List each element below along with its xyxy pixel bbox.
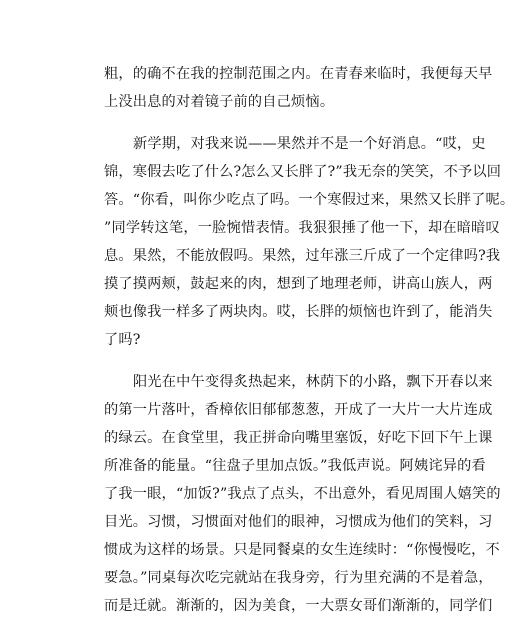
text-line: 粗，的确不在我的控制范围之内。在青春来临时，我便每天早 [104, 66, 493, 82]
paragraph-3 [104, 368, 501, 620]
text-line: 的绿云。在食堂里，我正拼命向嘴里塞饭，好吃下回下午上课 [104, 430, 493, 446]
text-line: 目光。习惯，习惯面对他们的眼神，习惯成为他们的笑料，习 [104, 514, 493, 530]
paragraph-2 [104, 130, 514, 354]
paragraph-spacer [104, 354, 434, 368]
text-line: 颊也像我一样多了两块肉。哎，长胖的烦恼也许到了，能消失 [104, 304, 493, 320]
body-text [104, 60, 514, 620]
text-line: 惯成为这样的场景。只是同餐桌的女生连续时：“你慢慢吃，不 [104, 542, 500, 558]
text-line: 上没出息的对着镜子前的自己烦恼。 [104, 94, 335, 110]
text-line: 而是迁就。渐渐的，因为美食，一大票女哥们渐渐的，同学们 [104, 598, 493, 614]
text-line: 了我一眼，“加饭?”我点了点头，不出意外，看见周围人嬉笑的 [104, 486, 501, 502]
text-line: 阳光在中午变得炙热起来，林荫下的小路，飘下开春以来 [133, 374, 493, 390]
text-line: 的第一片落叶，香樟依旧郁郁葱葱，开成了一大片一大片连成 [104, 402, 493, 418]
text-line: ”同学转这笔，一脸惋惜表情。我狠狠捶了他一下，却在暗暗叹 [104, 220, 500, 236]
text-line: 摸了摸两颊，鼓起来的肉，想到了地理老师，讲高山族人，两 [104, 276, 493, 292]
paragraph-1 [104, 60, 493, 116]
text-line: 答。“你看，叫你少吃点了吗。一个寒假过来，果然又长胖了呢。 [104, 192, 514, 208]
text-line: 锦，寒假去吃了什么?怎么又长胖了?”我无奈的笑笑，不予以回 [104, 164, 502, 180]
text-line: 所准备的能量。“往盘子里加点饭。”我低声说。阿姨诧异的看 [104, 458, 486, 474]
text-line: 息。果然，不能放假吗。果然，过年涨三斤成了一个定律吗?我 [104, 248, 501, 264]
text-line: 新学期，对我来说——果然并不是一个好消息。“哎，史 [133, 136, 486, 152]
paragraph-spacer [104, 116, 434, 130]
text-line: 要急。”同桌每次吃完就站在我身旁，行为里充满的不是着急， [104, 570, 493, 586]
text-line: 了吗? [104, 332, 141, 348]
